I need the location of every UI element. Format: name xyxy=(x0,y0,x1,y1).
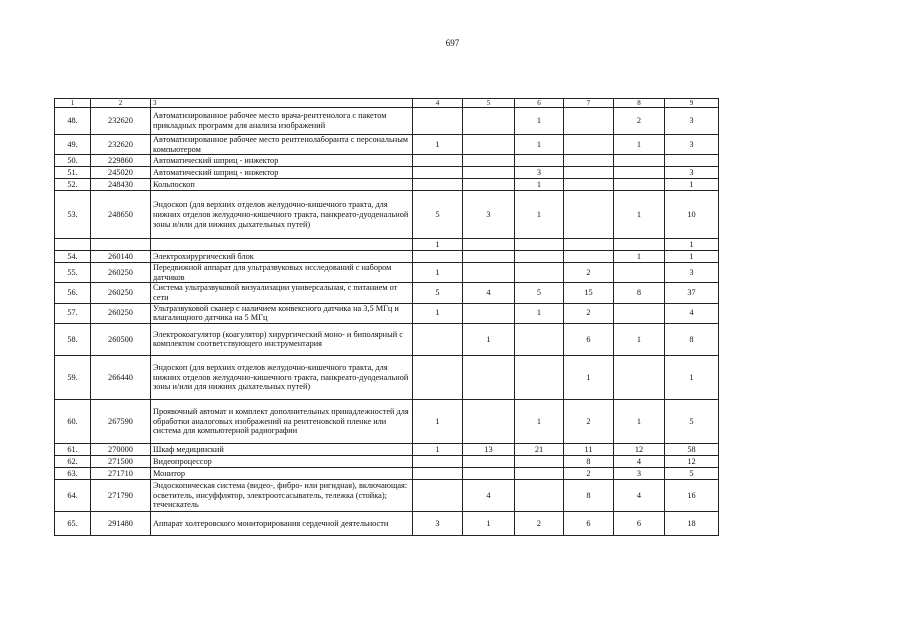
equipment-name-cell: Аппарат холтеровского мониторирования сердечной деятельности xyxy=(151,511,413,535)
value-col-9-cell: 8 xyxy=(665,323,719,355)
equipment-code-cell: 260500 xyxy=(91,323,151,355)
value-col-5-cell xyxy=(463,399,515,443)
header-cell-9: 9 xyxy=(665,99,719,108)
value-col-6-cell: 1 xyxy=(515,108,564,135)
value-col-4-cell: 1 xyxy=(413,263,463,283)
value-col-8-cell xyxy=(614,179,665,191)
equipment-code-cell: 229860 xyxy=(91,155,151,167)
table-row xyxy=(55,251,719,263)
row-number-cell: 64. xyxy=(55,479,91,511)
row-number-cell: 48. xyxy=(55,108,91,135)
value-col-6-cell xyxy=(515,479,564,511)
value-col-6-cell: 2 xyxy=(515,511,564,535)
value-col-5-cell xyxy=(463,455,515,467)
value-col-7-cell xyxy=(564,155,614,167)
value-col-5-cell xyxy=(463,251,515,263)
equipment-name-cell xyxy=(151,239,413,251)
equipment-name-cell: Кольпоскоп xyxy=(151,179,413,191)
value-col-8-cell: 1 xyxy=(614,135,665,155)
value-col-7-cell xyxy=(564,239,614,251)
value-col-7-cell xyxy=(564,167,614,179)
value-col-6-cell: 1 xyxy=(515,399,564,443)
equipment-code-cell: 260250 xyxy=(91,263,151,283)
equipment-code-cell: 271790 xyxy=(91,479,151,511)
page-number: 697 xyxy=(445,38,460,48)
row-number-cell: 59. xyxy=(55,355,91,399)
row-number-cell: 63. xyxy=(55,467,91,479)
value-col-5-cell xyxy=(463,155,515,167)
equipment-name-cell: Система ультразвуковой визуализации универсальная, с питанием от сети xyxy=(151,283,413,303)
table-row xyxy=(55,455,719,467)
table-row xyxy=(55,263,719,283)
equipment-code-cell: 291480 xyxy=(91,511,151,535)
value-col-4-cell: 5 xyxy=(413,283,463,303)
header-cell-1: 1 xyxy=(55,99,91,108)
value-col-6-cell xyxy=(515,155,564,167)
row-number-cell: 61. xyxy=(55,443,91,455)
value-col-9-cell: 10 xyxy=(665,191,719,239)
value-col-5-cell xyxy=(463,135,515,155)
value-col-4-cell: 1 xyxy=(413,303,463,323)
row-number-cell: 52. xyxy=(55,179,91,191)
value-col-6-cell xyxy=(515,455,564,467)
value-col-4-cell: 1 xyxy=(413,399,463,443)
value-col-4-cell xyxy=(413,479,463,511)
row-number-cell: 60. xyxy=(55,399,91,443)
value-col-6-cell: 1 xyxy=(515,179,564,191)
equipment-code-cell: 248650 xyxy=(91,191,151,239)
value-col-9-cell: 1 xyxy=(665,355,719,399)
header-row xyxy=(55,99,719,108)
value-col-8-cell: 6 xyxy=(614,511,665,535)
value-col-7-cell: 2 xyxy=(564,399,614,443)
value-col-7-cell: 2 xyxy=(564,467,614,479)
value-col-4-cell: 5 xyxy=(413,191,463,239)
equipment-code-cell: 267590 xyxy=(91,399,151,443)
equipment-code-cell: 232620 xyxy=(91,108,151,135)
value-col-8-cell: 1 xyxy=(614,251,665,263)
row-number-cell: 62. xyxy=(55,455,91,467)
value-col-5-cell xyxy=(463,263,515,283)
value-col-9-cell xyxy=(665,155,719,167)
table-row xyxy=(55,167,719,179)
value-col-8-cell: 4 xyxy=(614,455,665,467)
value-col-8-cell: 12 xyxy=(614,443,665,455)
table-row xyxy=(55,511,719,535)
equipment-name-cell: Видеопроцессор xyxy=(151,455,413,467)
table-row xyxy=(55,303,719,323)
value-col-6-cell xyxy=(515,263,564,283)
equipment-table xyxy=(54,98,719,536)
value-col-7-cell: 2 xyxy=(564,303,614,323)
row-number-cell: 49. xyxy=(55,135,91,155)
value-col-6-cell xyxy=(515,239,564,251)
value-col-8-cell xyxy=(614,303,665,323)
table-row xyxy=(55,191,719,239)
header-cell-6: 6 xyxy=(515,99,564,108)
table-row xyxy=(55,155,719,167)
value-col-6-cell xyxy=(515,467,564,479)
value-col-5-cell xyxy=(463,167,515,179)
value-col-9-cell: 5 xyxy=(665,467,719,479)
value-col-7-cell xyxy=(564,191,614,239)
value-col-4-cell xyxy=(413,155,463,167)
value-col-9-cell: 1 xyxy=(665,251,719,263)
value-col-9-cell: 3 xyxy=(665,135,719,155)
row-number-cell: 55. xyxy=(55,263,91,283)
value-col-9-cell: 12 xyxy=(665,455,719,467)
value-col-4-cell xyxy=(413,167,463,179)
row-number-cell: 56. xyxy=(55,283,91,303)
value-col-7-cell: 8 xyxy=(564,455,614,467)
value-col-5-cell xyxy=(463,303,515,323)
value-col-4-cell: 3 xyxy=(413,511,463,535)
value-col-9-cell: 16 xyxy=(665,479,719,511)
value-col-4-cell xyxy=(413,251,463,263)
header-cell-4: 4 xyxy=(413,99,463,108)
value-col-9-cell: 4 xyxy=(665,303,719,323)
value-col-4-cell: 1 xyxy=(413,443,463,455)
row-number-cell xyxy=(55,239,91,251)
table-row xyxy=(55,179,719,191)
table-row xyxy=(55,467,719,479)
equipment-code-cell: 245020 xyxy=(91,167,151,179)
value-col-5-cell: 3 xyxy=(463,191,515,239)
header-cell-8: 8 xyxy=(614,99,665,108)
value-col-4-cell xyxy=(413,179,463,191)
equipment-name-cell: Автоматизированное рабочее место врача-рентгенолога с пакетом прикладных программ для анализа изображений xyxy=(151,108,413,135)
value-col-6-cell: 21 xyxy=(515,443,564,455)
value-col-4-cell xyxy=(413,467,463,479)
value-col-6-cell xyxy=(515,251,564,263)
value-col-8-cell xyxy=(614,355,665,399)
equipment-code-cell: 270000 xyxy=(91,443,151,455)
table-row xyxy=(55,355,719,399)
value-col-5-cell: 4 xyxy=(463,479,515,511)
value-col-7-cell: 11 xyxy=(564,443,614,455)
value-col-8-cell: 1 xyxy=(614,191,665,239)
equipment-name-cell: Передвижной аппарат для ультразвуковых исследований с набором датчиков xyxy=(151,263,413,283)
equipment-code-cell: 260250 xyxy=(91,303,151,323)
value-col-9-cell: 58 xyxy=(665,443,719,455)
equipment-name-cell: Автоматический шприц - инжектор xyxy=(151,167,413,179)
value-col-6-cell: 3 xyxy=(515,167,564,179)
value-col-5-cell: 13 xyxy=(463,443,515,455)
value-col-8-cell xyxy=(614,263,665,283)
value-col-9-cell: 3 xyxy=(665,167,719,179)
value-col-4-cell: 1 xyxy=(413,135,463,155)
value-col-9-cell: 18 xyxy=(665,511,719,535)
value-col-8-cell: 1 xyxy=(614,323,665,355)
value-col-5-cell xyxy=(463,179,515,191)
equipment-name-cell: Автоматический шприц - инжектор xyxy=(151,155,413,167)
value-col-9-cell: 37 xyxy=(665,283,719,303)
value-col-4-cell xyxy=(413,323,463,355)
row-number-cell: 51. xyxy=(55,167,91,179)
value-col-6-cell xyxy=(515,323,564,355)
equipment-name-cell: Эндоскоп (для верхних отделов желудочно-кишечного тракта, для нижних отделов желудочно-кишечного тракта, панкреато-дуоденальной зоны и/или для нижних дыхательных путей) xyxy=(151,355,413,399)
equipment-name-cell: Эндоскопическая система (видео-, фибро- или ригидная), включающая: осветитель, инсуффлятор, электроотсасыватель, тележка (стойка); течеискатель xyxy=(151,479,413,511)
value-col-4-cell xyxy=(413,455,463,467)
value-col-5-cell: 4 xyxy=(463,283,515,303)
value-col-7-cell: 2 xyxy=(564,263,614,283)
value-col-7-cell: 6 xyxy=(564,323,614,355)
equipment-name-cell: Монитор xyxy=(151,467,413,479)
value-col-8-cell xyxy=(614,155,665,167)
value-col-6-cell xyxy=(515,355,564,399)
value-col-7-cell: 6 xyxy=(564,511,614,535)
table-row xyxy=(55,283,719,303)
value-col-8-cell xyxy=(614,167,665,179)
value-col-8-cell xyxy=(614,239,665,251)
value-col-6-cell: 5 xyxy=(515,283,564,303)
row-number-cell: 53. xyxy=(55,191,91,239)
value-col-6-cell: 1 xyxy=(515,135,564,155)
value-col-9-cell: 3 xyxy=(665,108,719,135)
value-col-7-cell xyxy=(564,251,614,263)
value-col-5-cell: 1 xyxy=(463,323,515,355)
equipment-code-cell: 248430 xyxy=(91,179,151,191)
table-row xyxy=(55,399,719,443)
value-col-8-cell: 1 xyxy=(614,399,665,443)
equipment-code-cell: 271710 xyxy=(91,467,151,479)
equipment-name-cell: Электрохирургический блок xyxy=(151,251,413,263)
equipment-code-cell: 232620 xyxy=(91,135,151,155)
value-col-5-cell xyxy=(463,108,515,135)
value-col-6-cell: 1 xyxy=(515,303,564,323)
value-col-7-cell xyxy=(564,179,614,191)
table-row xyxy=(55,323,719,355)
value-col-5-cell: 1 xyxy=(463,511,515,535)
value-col-5-cell xyxy=(463,467,515,479)
value-col-5-cell xyxy=(463,355,515,399)
row-number-cell: 57. xyxy=(55,303,91,323)
row-number-cell: 58. xyxy=(55,323,91,355)
equipment-name-cell: Ультразвуковой сканер с наличием конвексного датчика на 3,5 МГц и влагалищного датчика на 5 МГц xyxy=(151,303,413,323)
equipment-code-cell: 266440 xyxy=(91,355,151,399)
header-cell-3: 3 xyxy=(151,99,413,108)
table-row xyxy=(55,239,719,251)
value-col-9-cell: 1 xyxy=(665,179,719,191)
value-col-9-cell: 3 xyxy=(665,263,719,283)
header-cell-5: 5 xyxy=(463,99,515,108)
equipment-code-cell xyxy=(91,239,151,251)
value-col-9-cell: 1 xyxy=(665,239,719,251)
value-col-8-cell: 4 xyxy=(614,479,665,511)
value-col-4-cell xyxy=(413,355,463,399)
equipment-name-cell: Проявочный автомат и комплект дополнительных принадлежностей для обработки аналоговых изображений на рентгеновской пленке или система для компьютерной радиографии xyxy=(151,399,413,443)
table-row xyxy=(55,135,719,155)
equipment-code-cell: 260140 xyxy=(91,251,151,263)
equipment-name-cell: Электрокоагулятор (коагулятор) хирургический моно- и биполярный с комплектом соответствующего инструментария xyxy=(151,323,413,355)
equipment-name-cell: Шкаф медицинский xyxy=(151,443,413,455)
row-number-cell: 54. xyxy=(55,251,91,263)
header-cell-2: 2 xyxy=(91,99,151,108)
value-col-8-cell: 3 xyxy=(614,467,665,479)
value-col-7-cell xyxy=(564,108,614,135)
value-col-6-cell: 1 xyxy=(515,191,564,239)
value-col-7-cell xyxy=(564,135,614,155)
equipment-name-cell: Эндоскоп (для верхних отделов желудочно-кишечного тракта, для нижних отделов желудочно-кишечного тракта, панкреато-дуоденальной зоны и/или для нижних дыхательных путей) xyxy=(151,191,413,239)
table-row xyxy=(55,108,719,135)
equipment-code-cell: 271500 xyxy=(91,455,151,467)
header-cell-7: 7 xyxy=(564,99,614,108)
value-col-7-cell: 15 xyxy=(564,283,614,303)
value-col-7-cell: 8 xyxy=(564,479,614,511)
row-number-cell: 65. xyxy=(55,511,91,535)
value-col-5-cell xyxy=(463,239,515,251)
equipment-code-cell: 260250 xyxy=(91,283,151,303)
value-col-8-cell: 8 xyxy=(614,283,665,303)
value-col-4-cell: 1 xyxy=(413,239,463,251)
table-row xyxy=(55,479,719,511)
equipment-name-cell: Автоматизированное рабочее место рентгенолаборанта с персональным компьютером xyxy=(151,135,413,155)
value-col-7-cell: 1 xyxy=(564,355,614,399)
value-col-9-cell: 5 xyxy=(665,399,719,443)
row-number-cell: 50. xyxy=(55,155,91,167)
value-col-8-cell: 2 xyxy=(614,108,665,135)
value-col-4-cell xyxy=(413,108,463,135)
table-row xyxy=(55,443,719,455)
